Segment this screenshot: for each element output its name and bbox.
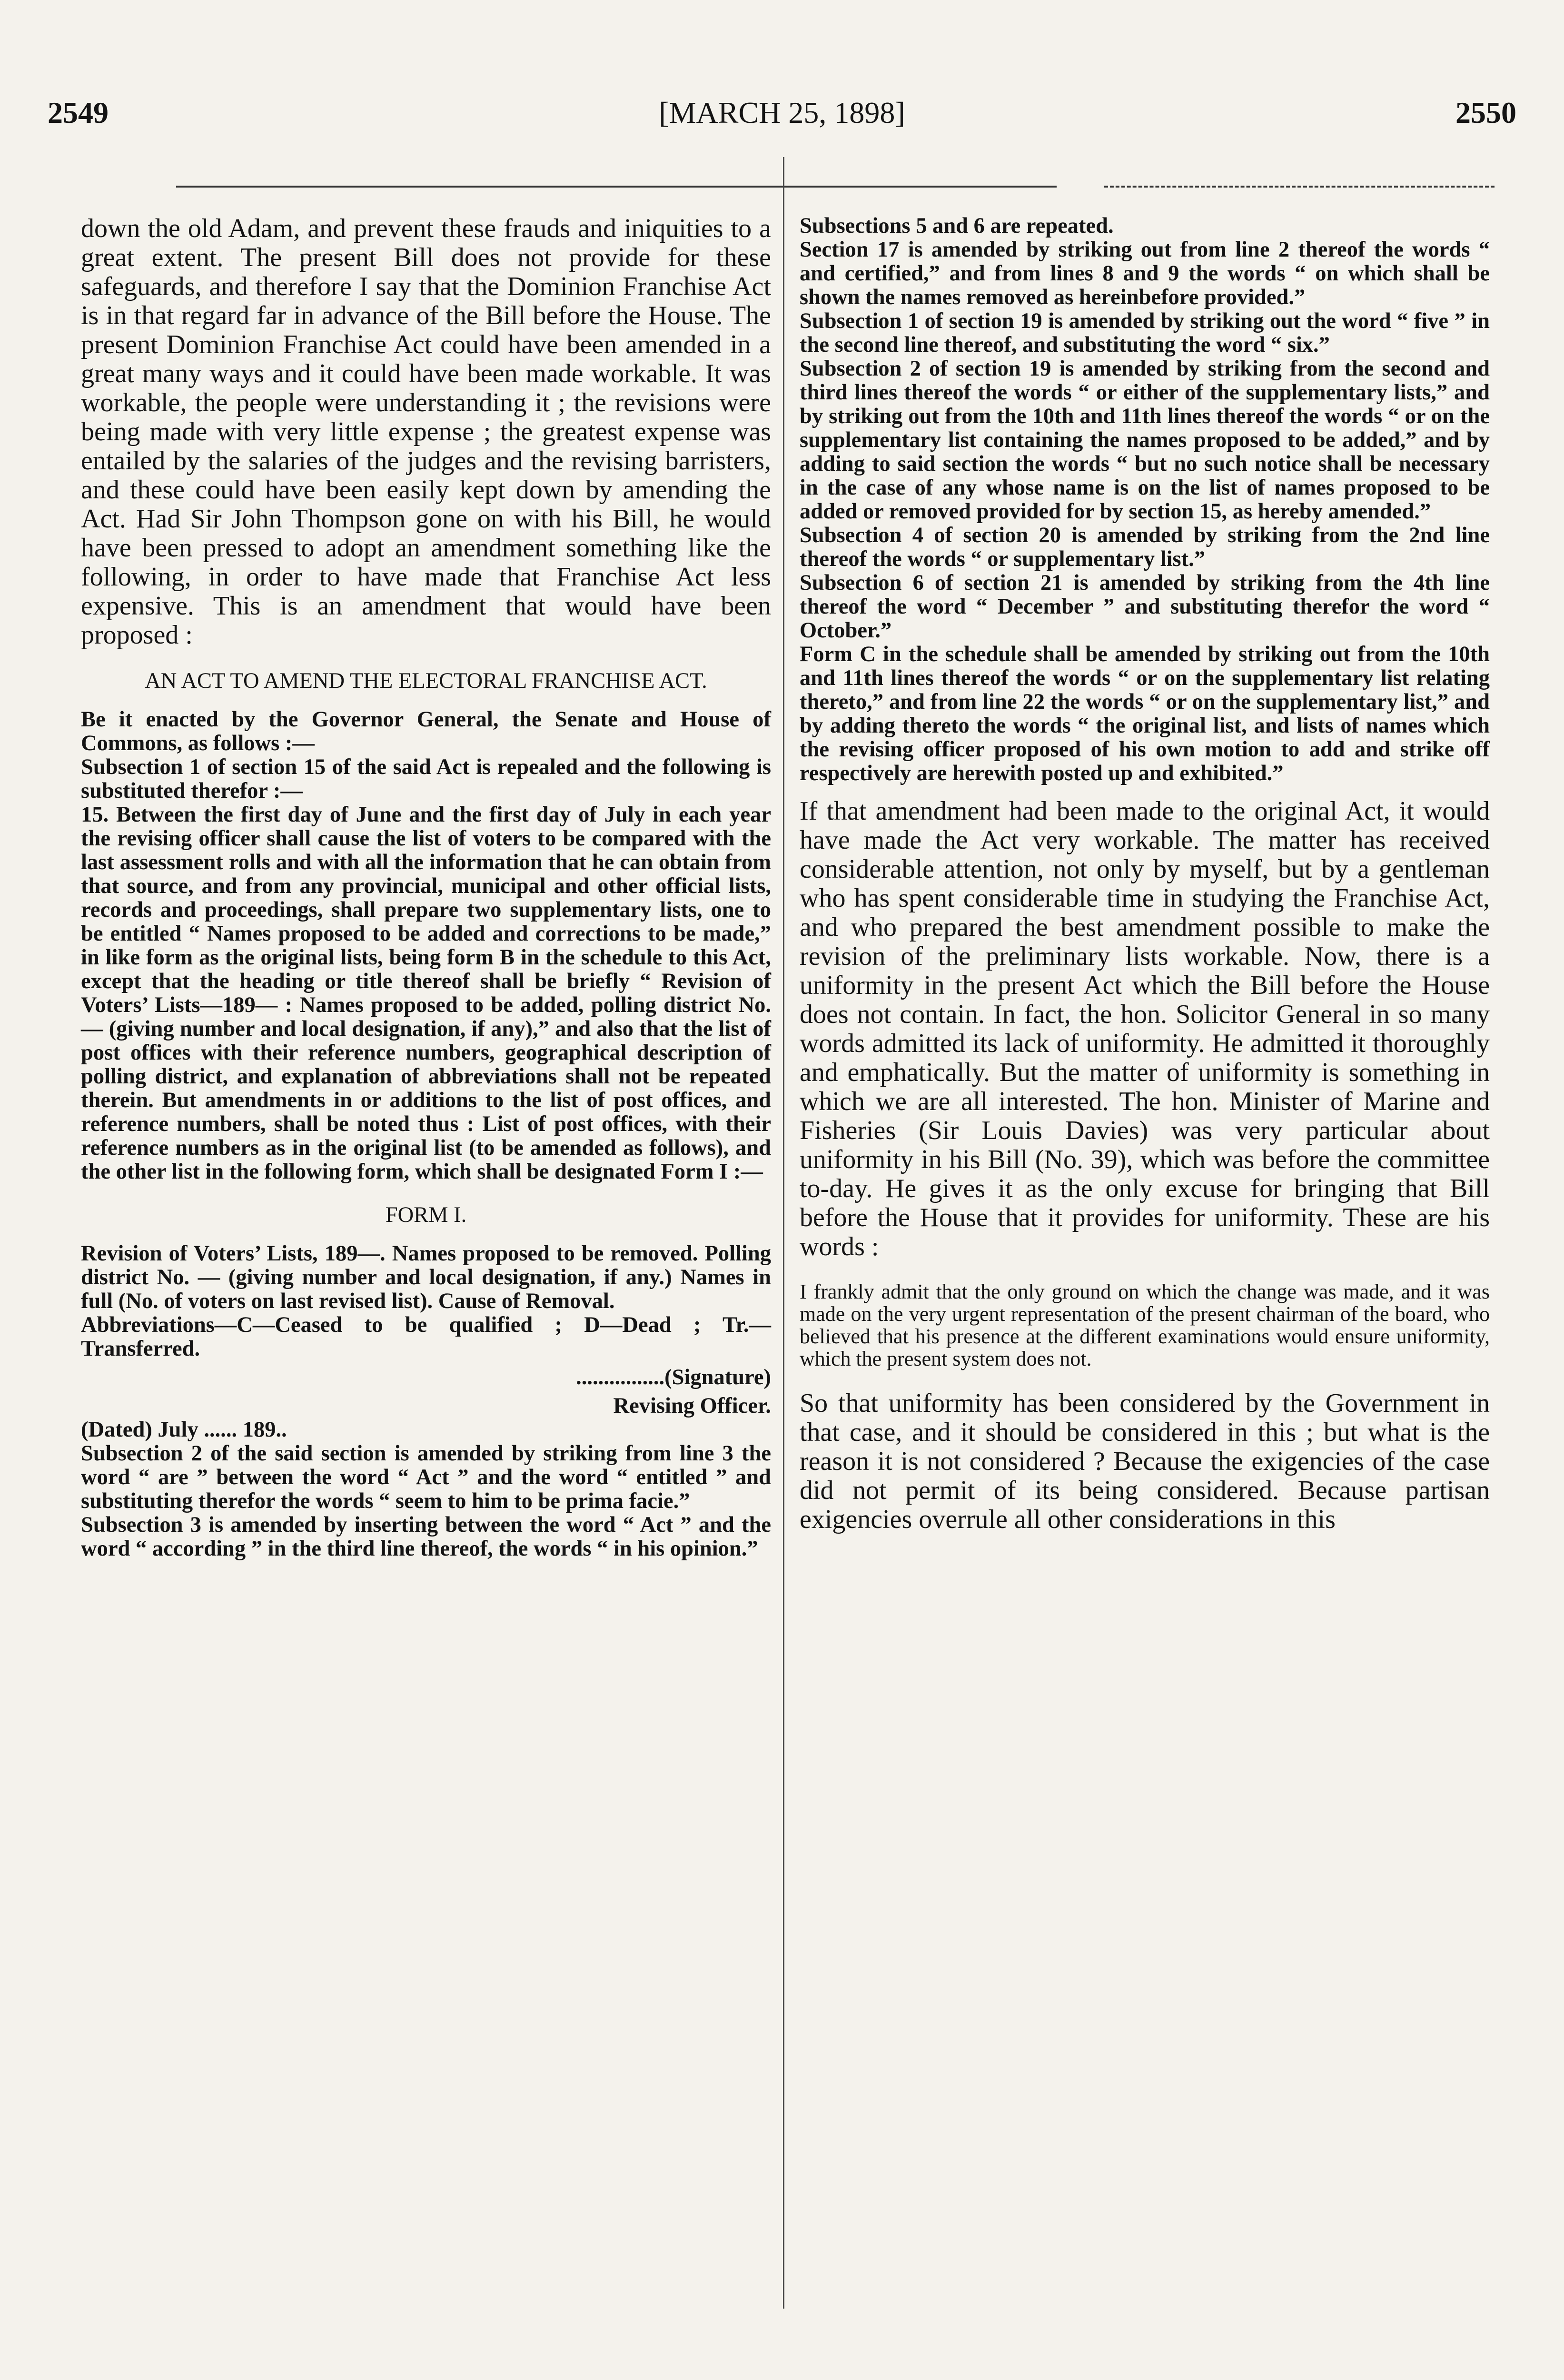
amendment-paragraph: Subsection 6 of section 21 is amended by striking from the 4th line thereof the word “ December ” and substituting therefor the word “ October.” xyxy=(800,571,1490,643)
header-rule-left xyxy=(176,186,1057,188)
form-title: FORM I. xyxy=(385,1203,467,1227)
enacting-clause: Be it enacted by the Governor General, the Senate and House of Commons, as follows :— xyxy=(81,707,771,755)
amendment-paragraph: Subsection 3 is amended by inserting between the word “ Act ” and the word “ according ” in the third line thereof, the words “ in his opinion.” xyxy=(81,1513,771,1561)
amendment-paragraph: Subsections 5 and 6 are repeated. xyxy=(800,214,1114,238)
speech-paragraph: down the old Adam, and prevent these frauds and iniquities to a great extent. The present Bill does not provide for these safeguards, and therefore I say that the Dominion Franchise Act is in that regard far in advance of the Bill before the House. The present Dominion Franchise Act could have been amended in a great many ways and it could have been made workable. It was workable, the people were understanding it ; the revisions were being made with very little expense ; the greatest expense was entailed by the salaries of the judges and the revising barristers, and these could have been easily kept down by amending the Act. Had Sir John Thompson gone on with his Bill, he would have been pressed to adopt an amendment something like the following, in order to have made that Franchise Act less expensive. This is an amendment that would have been proposed : xyxy=(81,214,771,650)
speech-paragraph: If that amendment had been made to the original Act, it would have made the Act very workable. The matter has received considerable attention, not only by myself, but by a gentleman who has spent considerable time in studying the Franchise Act, and who prepared the best amendment possible to make the revision of the preliminary lists workable. Now, there is a uniformity in the present Act which the Bill before the House does not contain. In fact, the hon. Solicitor General in so many words admitted its lack of uniformity. He admitted it thoroughly and emphatically. But the matter of uniformity is something in which we are all interested. The hon. Minister of Marine and Fisheries (Sir Louis Davies) was very particular about uniformity in his Bill (No. 39), which was before the committee to-day. He gives it as the only excuse for bringing that Bill before the House that it provides for uniformity. These are his words : xyxy=(800,796,1490,1261)
amendment-paragraph: Section 17 is amended by striking out from line 2 thereof the words “ and certified,” and from lines 8 and 9 the words “ on which shall be shown the names removed as hereinbefore provided.” xyxy=(800,238,1490,309)
revising-officer-line: Revising Officer. xyxy=(613,1394,771,1418)
signature-line: ................(Signature) xyxy=(576,1365,771,1389)
page-header xyxy=(48,95,1516,148)
amendment-paragraph: Subsection 2 of the said section is amended by striking from line 3 the word “ are ” between the word “ Act ” and the word “ entitled ” and substituting therefor the words “ seem to him to be prima facie.” xyxy=(81,1441,771,1513)
header-rule-right xyxy=(1104,186,1495,188)
left-page-number: 2549 xyxy=(48,96,109,129)
act-title: AN ACT TO AMEND THE ELECTORAL FRANCHISE ACT. xyxy=(145,669,707,693)
amendment-paragraph: Subsection 1 of section 19 is amended by striking out the word “ five ” in the second line thereof, and substituting the word “ six.” xyxy=(800,309,1490,357)
form-description: Revision of Voters’ Lists, 189—. Names proposed to be removed. Polling district No. — (giving number and local designation, if any.) Names in full (No. of voters on last revised list). Cause of Removal. xyxy=(81,1241,771,1313)
abbreviations: Abbreviations—C—Ceased to be qualified ; D—Dead ; Tr.—Transferred. xyxy=(81,1313,771,1361)
amendment-paragraph: Subsection 2 of section 19 is amended by striking from the second and third lines thereof the words “ or either of the supplementary lists,” and by striking out from the 10th and 11th lines thereof the words “ or on the supplementary list containing the names proposed to be added,” and by adding to said section the words “ but no such notice shall be necessary in the case of any whose name is on the list of names proposed to be added or removed provided for by section 15, as hereby amended.” xyxy=(800,357,1490,524)
section-15-text: 15. Between the first day of June and the first day of July in each year the revising officer shall cause the list of voters to be compared with the last assessment rolls and with all the information that he can obtain from that source, and from any provincial, municipal and other official lists, records and proceedings, shall prepare two supplementary lists, one to be entitled “ Names proposed to be added and corrections to be made,” in like form as the original lists, being form B in the schedule to this Act, except that the heading or title thereof shall be briefly “ Revision of Voters’ Lists—189— : Names proposed to be added, polling district No. — (giving number and local designation, if any),” and also that the list of post offices with their reference numbers, geographical description of polling district, and explanation of abbreviations shall not be repeated therein. But amendments in or additions to the list of post offices, and reference numbers, shall be noted thus : List of post offices, with their reference numbers as in the original list (to be amended as follows), and the other list in the following form, which shall be designated Form I :— xyxy=(81,803,771,1184)
block-quote: I frankly admit that the only ground on which the change was made, and it was made on the very urgent representation of the present chairman of the board, who believed that his presence at the different examinations would ensure uniformity, which the present system does not. xyxy=(800,1280,1490,1370)
amendment-paragraph: Subsection 1 of section 15 of the said Act is repealed and the following is substituted therefor :— xyxy=(81,755,771,803)
dated-line: (Dated) July ...... 189.. xyxy=(81,1418,287,1442)
speech-paragraph: So that uniformity has been considered by the Government in that case, and it should be considered in this ; but what is the reason it is not considered ? Because the exigencies of the case did not permit of its being considered. Because partisan exigencies overrule all other considerations in this xyxy=(800,1388,1490,1534)
amendment-paragraph: Subsection 4 of section 20 is amended by striking from the 2nd line thereof the words “ or supplementary list.” xyxy=(800,523,1490,571)
column-divider xyxy=(783,157,784,2309)
page-date: [MARCH 25, 1898] xyxy=(659,96,905,129)
left-column xyxy=(81,214,771,1561)
amendment-paragraph: Form C in the schedule shall be amended by striking out from the 10th and 11th lines thereof the words “ or on the supplementary list relating thereto,” and from line 22 the words “ or on the supplementary list,” and by adding thereto the words “ the original list, and lists of names which the revising officer proposed of his own motion to add and strike off respectively are herewith posted up and exhibited.” xyxy=(800,642,1490,785)
right-page-number: 2550 xyxy=(1455,96,1516,129)
right-column xyxy=(800,214,1490,1534)
